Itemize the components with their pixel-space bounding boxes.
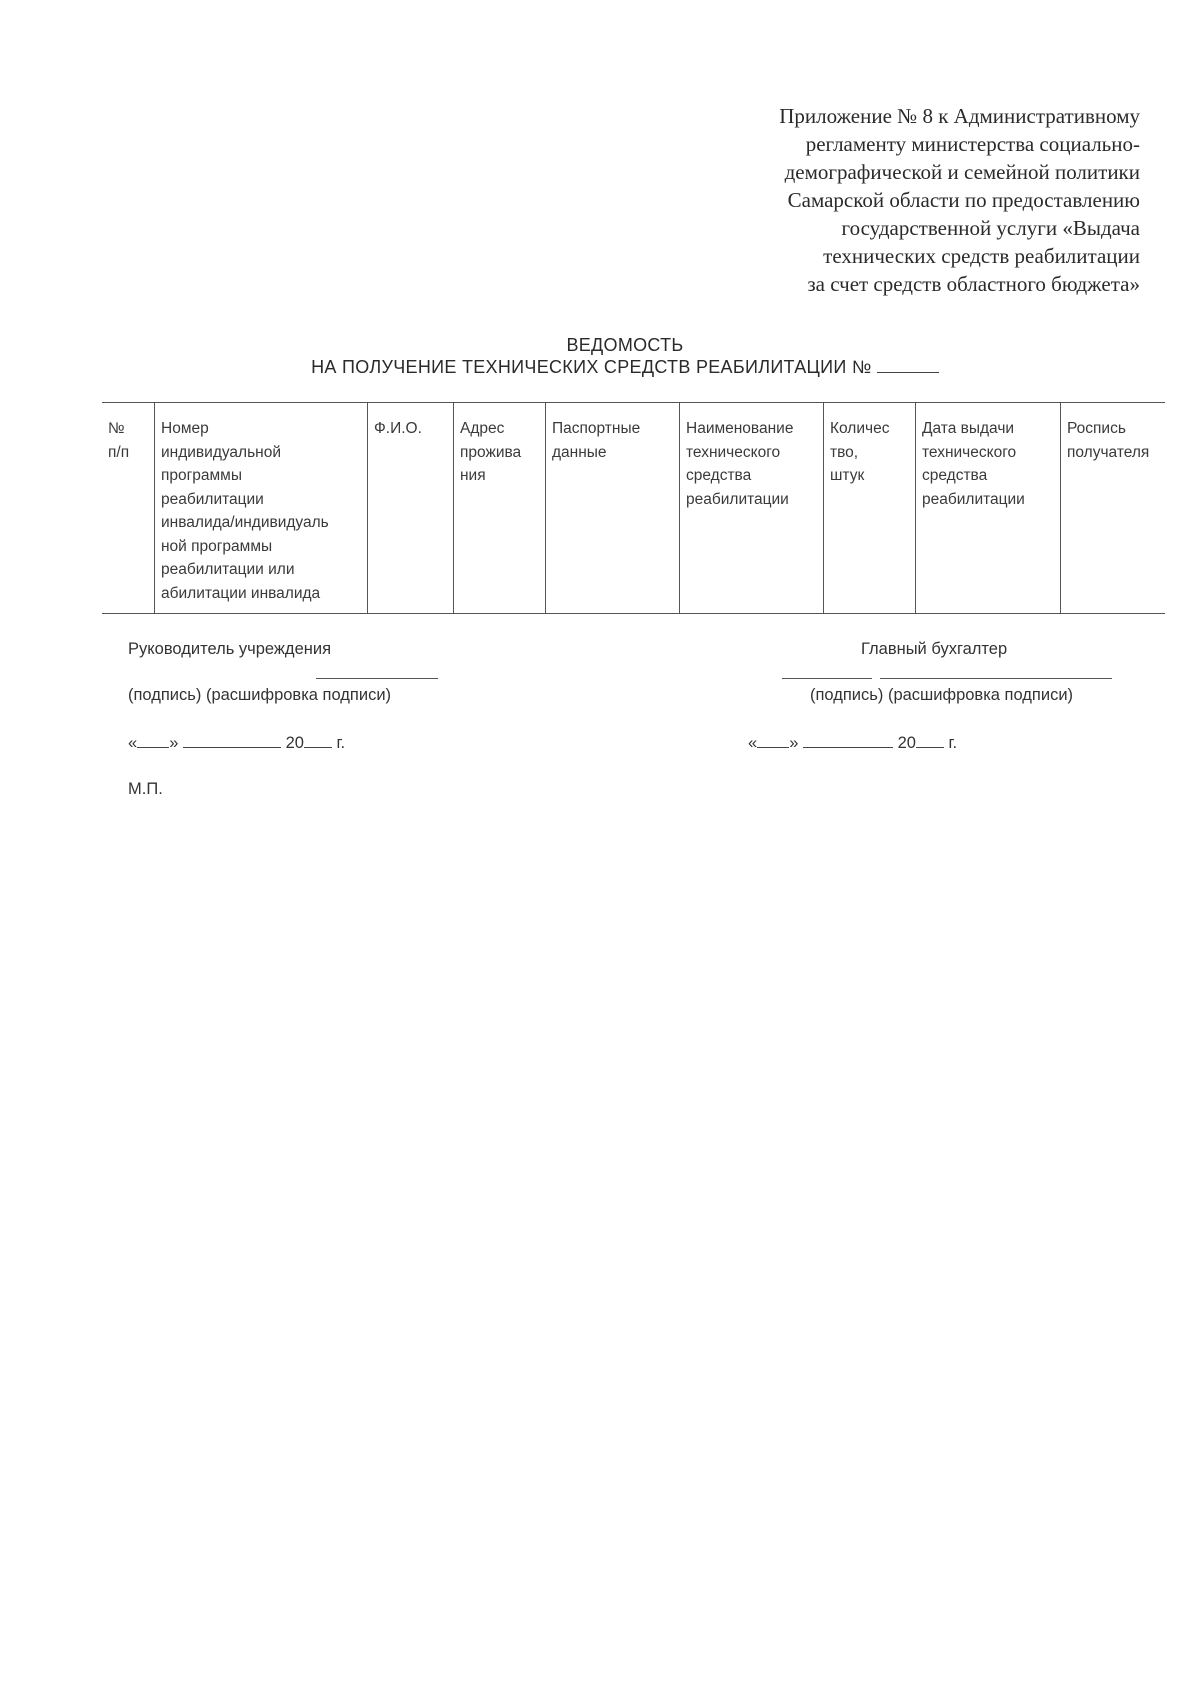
header-cell-address bbox=[453, 403, 545, 613]
head-signature-hint: (подпись) (расшифровка подписи) bbox=[128, 686, 392, 704]
document-title bbox=[0, 334, 1200, 378]
number-blank-line bbox=[877, 356, 939, 373]
appendix-line: Приложение № 8 к Административному bbox=[779, 104, 1140, 128]
header-cell-device-name bbox=[679, 403, 823, 613]
header-text: тво, bbox=[830, 443, 859, 461]
header-text: получателя bbox=[1067, 443, 1150, 461]
header-cell-full-name bbox=[367, 403, 453, 613]
header-text: данные bbox=[552, 443, 607, 461]
year-blank bbox=[916, 733, 944, 748]
header-cell-passport bbox=[545, 403, 679, 613]
month-blank bbox=[803, 733, 893, 748]
date-year: 20 bbox=[897, 734, 916, 752]
month-blank bbox=[183, 733, 281, 748]
header-text: Наименование bbox=[686, 420, 794, 437]
title-line-1: ВЕДОМОСТЬ bbox=[566, 335, 684, 355]
register-table bbox=[102, 402, 1165, 614]
header-text: Адрес bbox=[460, 420, 505, 437]
header-text: реабилитации bbox=[161, 490, 264, 508]
header-text: технического bbox=[686, 443, 781, 461]
appendix-line: государственной услуги «Выдача bbox=[841, 216, 1140, 240]
header-cell-program-number bbox=[154, 403, 367, 613]
header-text: Ф.И.О. bbox=[374, 420, 422, 437]
header-text: Номер bbox=[161, 420, 209, 437]
appendix-line: технических средств реабилитации bbox=[823, 244, 1140, 268]
stamp-placeholder: М.П. bbox=[128, 780, 163, 798]
header-text: абилитации инвалида bbox=[161, 584, 321, 602]
accountant-decode-line bbox=[880, 678, 1112, 679]
day-blank bbox=[757, 733, 789, 748]
header-text: реабилитации или bbox=[161, 561, 295, 578]
header-text: Количес bbox=[830, 420, 890, 437]
year-blank bbox=[304, 733, 332, 748]
date-quote-close: » bbox=[789, 734, 799, 752]
head-signature-line bbox=[316, 678, 438, 679]
appendix-line: за счет средств областного бюджета» bbox=[807, 272, 1140, 296]
header-text: реабилитации bbox=[686, 490, 789, 508]
date-quote-open: « bbox=[748, 734, 758, 752]
header-text: п/п bbox=[108, 443, 130, 461]
header-text: № bbox=[108, 420, 125, 437]
date-quote-close: » bbox=[169, 734, 179, 752]
header-text: ной программы bbox=[161, 537, 273, 555]
accountant-signature-hint: (подпись) (расшифровка подписи) bbox=[810, 686, 1074, 704]
header-cell-signature bbox=[1060, 403, 1165, 613]
accountant-label: Главный бухгалтер bbox=[861, 640, 1008, 658]
appendix-header bbox=[620, 102, 1140, 298]
date-quote-open: « bbox=[128, 734, 138, 752]
header-text: штук bbox=[830, 467, 865, 484]
header-text: технического bbox=[922, 443, 1017, 461]
date-year-suffix: г. bbox=[948, 734, 958, 752]
accountant-date-line bbox=[748, 733, 957, 753]
title-line-2-text: НА ПОЛУЧЕНИЕ ТЕХНИЧЕСКИХ СРЕДСТВ РЕАБИЛИТАЦИИ № bbox=[311, 357, 872, 377]
date-year: 20 bbox=[285, 734, 304, 752]
header-text: средства bbox=[922, 467, 988, 484]
header-text: Паспортные bbox=[552, 420, 641, 437]
accountant-signature-line bbox=[782, 678, 872, 679]
date-year-suffix: г. bbox=[336, 734, 346, 752]
appendix-line: Самарской области по предоставлению bbox=[787, 188, 1140, 212]
header-cell-quantity bbox=[823, 403, 915, 613]
header-text: ния bbox=[460, 467, 486, 484]
head-date-line bbox=[128, 733, 345, 753]
header-text: реабилитации bbox=[922, 490, 1025, 508]
title-line-2 bbox=[0, 356, 1200, 378]
header-text: Дата выдачи bbox=[922, 420, 1015, 437]
header-text: средства bbox=[686, 467, 752, 484]
header-cell-issue-date bbox=[915, 403, 1060, 613]
appendix-line: демографической и семейной политики bbox=[784, 160, 1140, 184]
header-text: индивидуальной bbox=[161, 443, 282, 461]
header-cell-number bbox=[102, 403, 154, 613]
header-text: прожива bbox=[460, 443, 522, 461]
header-text: инвалида/индивидуаль bbox=[161, 514, 329, 531]
day-blank bbox=[137, 733, 169, 748]
header-text: программы bbox=[161, 467, 242, 484]
head-label: Руководитель учреждения bbox=[128, 640, 332, 658]
appendix-line: регламенту министерства социально- bbox=[805, 132, 1140, 156]
header-text: Роспись bbox=[1067, 420, 1126, 437]
